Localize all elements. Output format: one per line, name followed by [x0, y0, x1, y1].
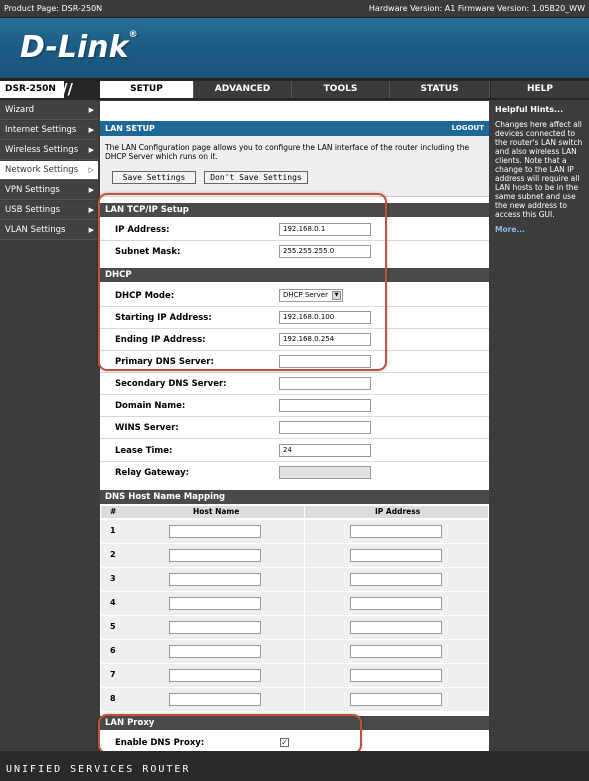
column-divider — [304, 640, 305, 663]
enable-dns-proxy-label: Enable DNS Proxy: — [115, 738, 205, 748]
dns-mapping-section-header: DNS Host Name Mapping — [100, 490, 489, 504]
row-divider — [100, 416, 489, 417]
lan-proxy-section-header: LAN Proxy — [100, 716, 489, 730]
column-divider — [304, 688, 305, 711]
hints-more-link[interactable]: More... — [495, 225, 525, 234]
chevron-down-icon: ▼ — [332, 291, 341, 300]
host-ip-input[interactable] — [350, 669, 442, 682]
relay-gateway-input — [279, 466, 371, 479]
helpful-hints-panel — [491, 101, 589, 751]
host-ip-input[interactable] — [350, 549, 442, 562]
host-name-input[interactable] — [169, 597, 261, 610]
row-divider — [100, 438, 489, 439]
logo-banner — [0, 18, 589, 78]
row-number: 7 — [110, 670, 116, 679]
starting-ip-label: Starting IP Address: — [115, 313, 212, 323]
row-divider — [100, 394, 489, 395]
tab-tools[interactable]: TOOLS — [292, 81, 390, 98]
column-divider — [304, 616, 305, 639]
host-ip-input[interactable] — [350, 645, 442, 658]
chevron-right-icon: ▶ — [88, 126, 94, 134]
host-ip-input[interactable] — [350, 525, 442, 538]
host-name-input[interactable] — [169, 525, 261, 538]
lan-setup-header — [100, 121, 489, 136]
tab-setup[interactable]: SETUP — [100, 81, 194, 98]
top-info-bar — [0, 0, 589, 18]
table-row — [101, 639, 488, 663]
dhcp-mode-label: DHCP Mode: — [115, 291, 175, 301]
dns-col-host-name: Host Name — [193, 507, 240, 516]
dns-table-header — [101, 506, 488, 518]
save-settings-button[interactable]: Save Settings — [112, 171, 196, 184]
column-divider — [304, 544, 305, 567]
model-label: DSR-250N — [0, 81, 64, 98]
table-row — [101, 543, 488, 567]
row-number: 8 — [110, 694, 116, 703]
highlight-callout — [98, 714, 362, 754]
domain-name-input[interactable] — [279, 399, 371, 412]
primary-dns-label: Primary DNS Server: — [115, 357, 214, 367]
column-divider — [304, 506, 305, 518]
domain-name-label: Domain Name: — [115, 401, 186, 411]
enable-dns-proxy-checkbox[interactable]: ✓ — [281, 738, 288, 747]
relay-gateway-label: Relay Gateway: — [115, 468, 190, 478]
column-divider — [304, 592, 305, 615]
dhcp-section-header: DHCP — [100, 268, 489, 282]
ip-address-input[interactable]: 192.168.0.1 — [279, 223, 371, 236]
lan-setup-description: The LAN Configuration page allows you to configure the LAN interface of the router including the DHCP Server which runs on it. — [105, 143, 470, 161]
table-row — [101, 687, 488, 711]
dlink-logo: D-Link® — [20, 30, 138, 65]
table-row — [101, 519, 488, 543]
lan-setup-title: LAN SETUP — [105, 124, 155, 133]
table-row — [101, 663, 488, 687]
host-ip-input[interactable] — [350, 573, 442, 586]
starting-ip-input[interactable]: 192.168.0.100 — [279, 311, 371, 324]
ip-address-label: IP Address: — [115, 225, 170, 235]
lease-time-label: Lease Time: — [115, 446, 173, 456]
chevron-right-icon: ▶ — [88, 106, 94, 114]
host-ip-input[interactable] — [350, 693, 442, 706]
ending-ip-input[interactable]: 192.168.0.254 — [279, 333, 371, 346]
product-page-label: Product Page: DSR-250N — [4, 4, 103, 13]
highlight-callout — [98, 193, 387, 371]
row-number: 3 — [110, 574, 116, 583]
footer-text: UNIFIED SERVICES ROUTER — [6, 764, 191, 775]
column-divider — [304, 520, 305, 543]
subnet-mask-label: Subnet Mask: — [115, 247, 181, 257]
table-row — [101, 615, 488, 639]
row-divider — [100, 372, 489, 373]
chevron-right-icon: ▶ — [88, 146, 94, 154]
tab-advanced[interactable]: ADVANCED — [194, 81, 292, 98]
logout-link[interactable]: LOGOUT — [451, 124, 484, 132]
secondary-dns-input[interactable] — [279, 377, 371, 390]
sidebar-item-usb-settings[interactable]: USB Settings ▶ — [0, 201, 98, 220]
sidebar-item-vlan-settings[interactable]: VLAN Settings ▶ — [0, 221, 98, 240]
host-ip-input[interactable] — [350, 621, 442, 634]
dns-col-number: # — [110, 507, 117, 516]
row-number: 6 — [110, 646, 116, 655]
ending-ip-label: Ending IP Address: — [115, 335, 206, 345]
row-divider — [100, 461, 489, 462]
row-number: 5 — [110, 622, 116, 631]
host-name-input[interactable] — [169, 645, 261, 658]
hints-title: Helpful Hints... — [495, 105, 564, 114]
column-divider — [304, 568, 305, 591]
lan-setup-description-box — [100, 136, 489, 197]
host-name-input[interactable] — [169, 669, 261, 682]
column-divider — [304, 664, 305, 687]
dont-save-settings-button[interactable]: Don't Save Settings — [204, 171, 308, 184]
host-name-input[interactable] — [169, 573, 261, 586]
wins-server-label: WINS Server: — [115, 423, 179, 433]
hints-text: Changes here affect all devices connected to the router's LAN switch and also wireless LAN clients. Note that a change to the LAN IP address will require all LAN hosts to be in the same subnet and use the new address to access this GUI. — [495, 120, 583, 219]
sidebar-item-network-settings[interactable]: Network Settings ▷ — [0, 161, 98, 180]
host-ip-input[interactable] — [350, 597, 442, 610]
version-info: Hardware Version: A1 Firmware Version: 1.05B20_WW — [368, 4, 585, 13]
secondary-dns-label: Secondary DNS Server: — [115, 379, 227, 389]
row-number: 2 — [110, 550, 116, 559]
dns-col-ip-address: IP Address — [375, 507, 421, 516]
chevron-right-icon: ▶ — [88, 226, 94, 234]
chevron-right-icon: ▶ — [88, 206, 94, 214]
sidebar-item-vpn-settings[interactable]: VPN Settings ▶ — [0, 181, 98, 200]
chevron-right-outline-icon: ▷ — [88, 166, 94, 174]
sidebar-item-internet-settings[interactable]: Internet Settings ▶ — [0, 121, 98, 140]
row-number: 4 — [110, 598, 116, 607]
chevron-right-icon: ▶ — [88, 186, 94, 194]
row-number: 1 — [110, 526, 116, 535]
subnet-mask-input[interactable]: 255.255.255.0 — [279, 245, 371, 258]
tab-status[interactable]: STATUS — [390, 81, 490, 98]
host-name-input[interactable] — [169, 693, 261, 706]
footer-bar — [0, 751, 589, 781]
host-name-input[interactable] — [169, 549, 261, 562]
dhcp-mode-select[interactable]: DHCP Server ▼ — [279, 289, 343, 302]
sidebar-item-wizard[interactable]: Wizard ▶ — [0, 101, 98, 120]
tcpip-section-header: LAN TCP/IP Setup — [100, 203, 489, 217]
wins-server-input[interactable] — [279, 421, 371, 434]
sidebar-item-wireless-settings[interactable]: Wireless Settings ▶ — [0, 141, 98, 160]
lease-time-input[interactable]: 24 — [279, 444, 371, 457]
tab-help[interactable]: HELP — [491, 81, 589, 98]
host-name-input[interactable] — [169, 621, 261, 634]
table-row — [101, 567, 488, 591]
model-slash-decoration: // — [62, 80, 73, 98]
table-row — [101, 591, 488, 615]
